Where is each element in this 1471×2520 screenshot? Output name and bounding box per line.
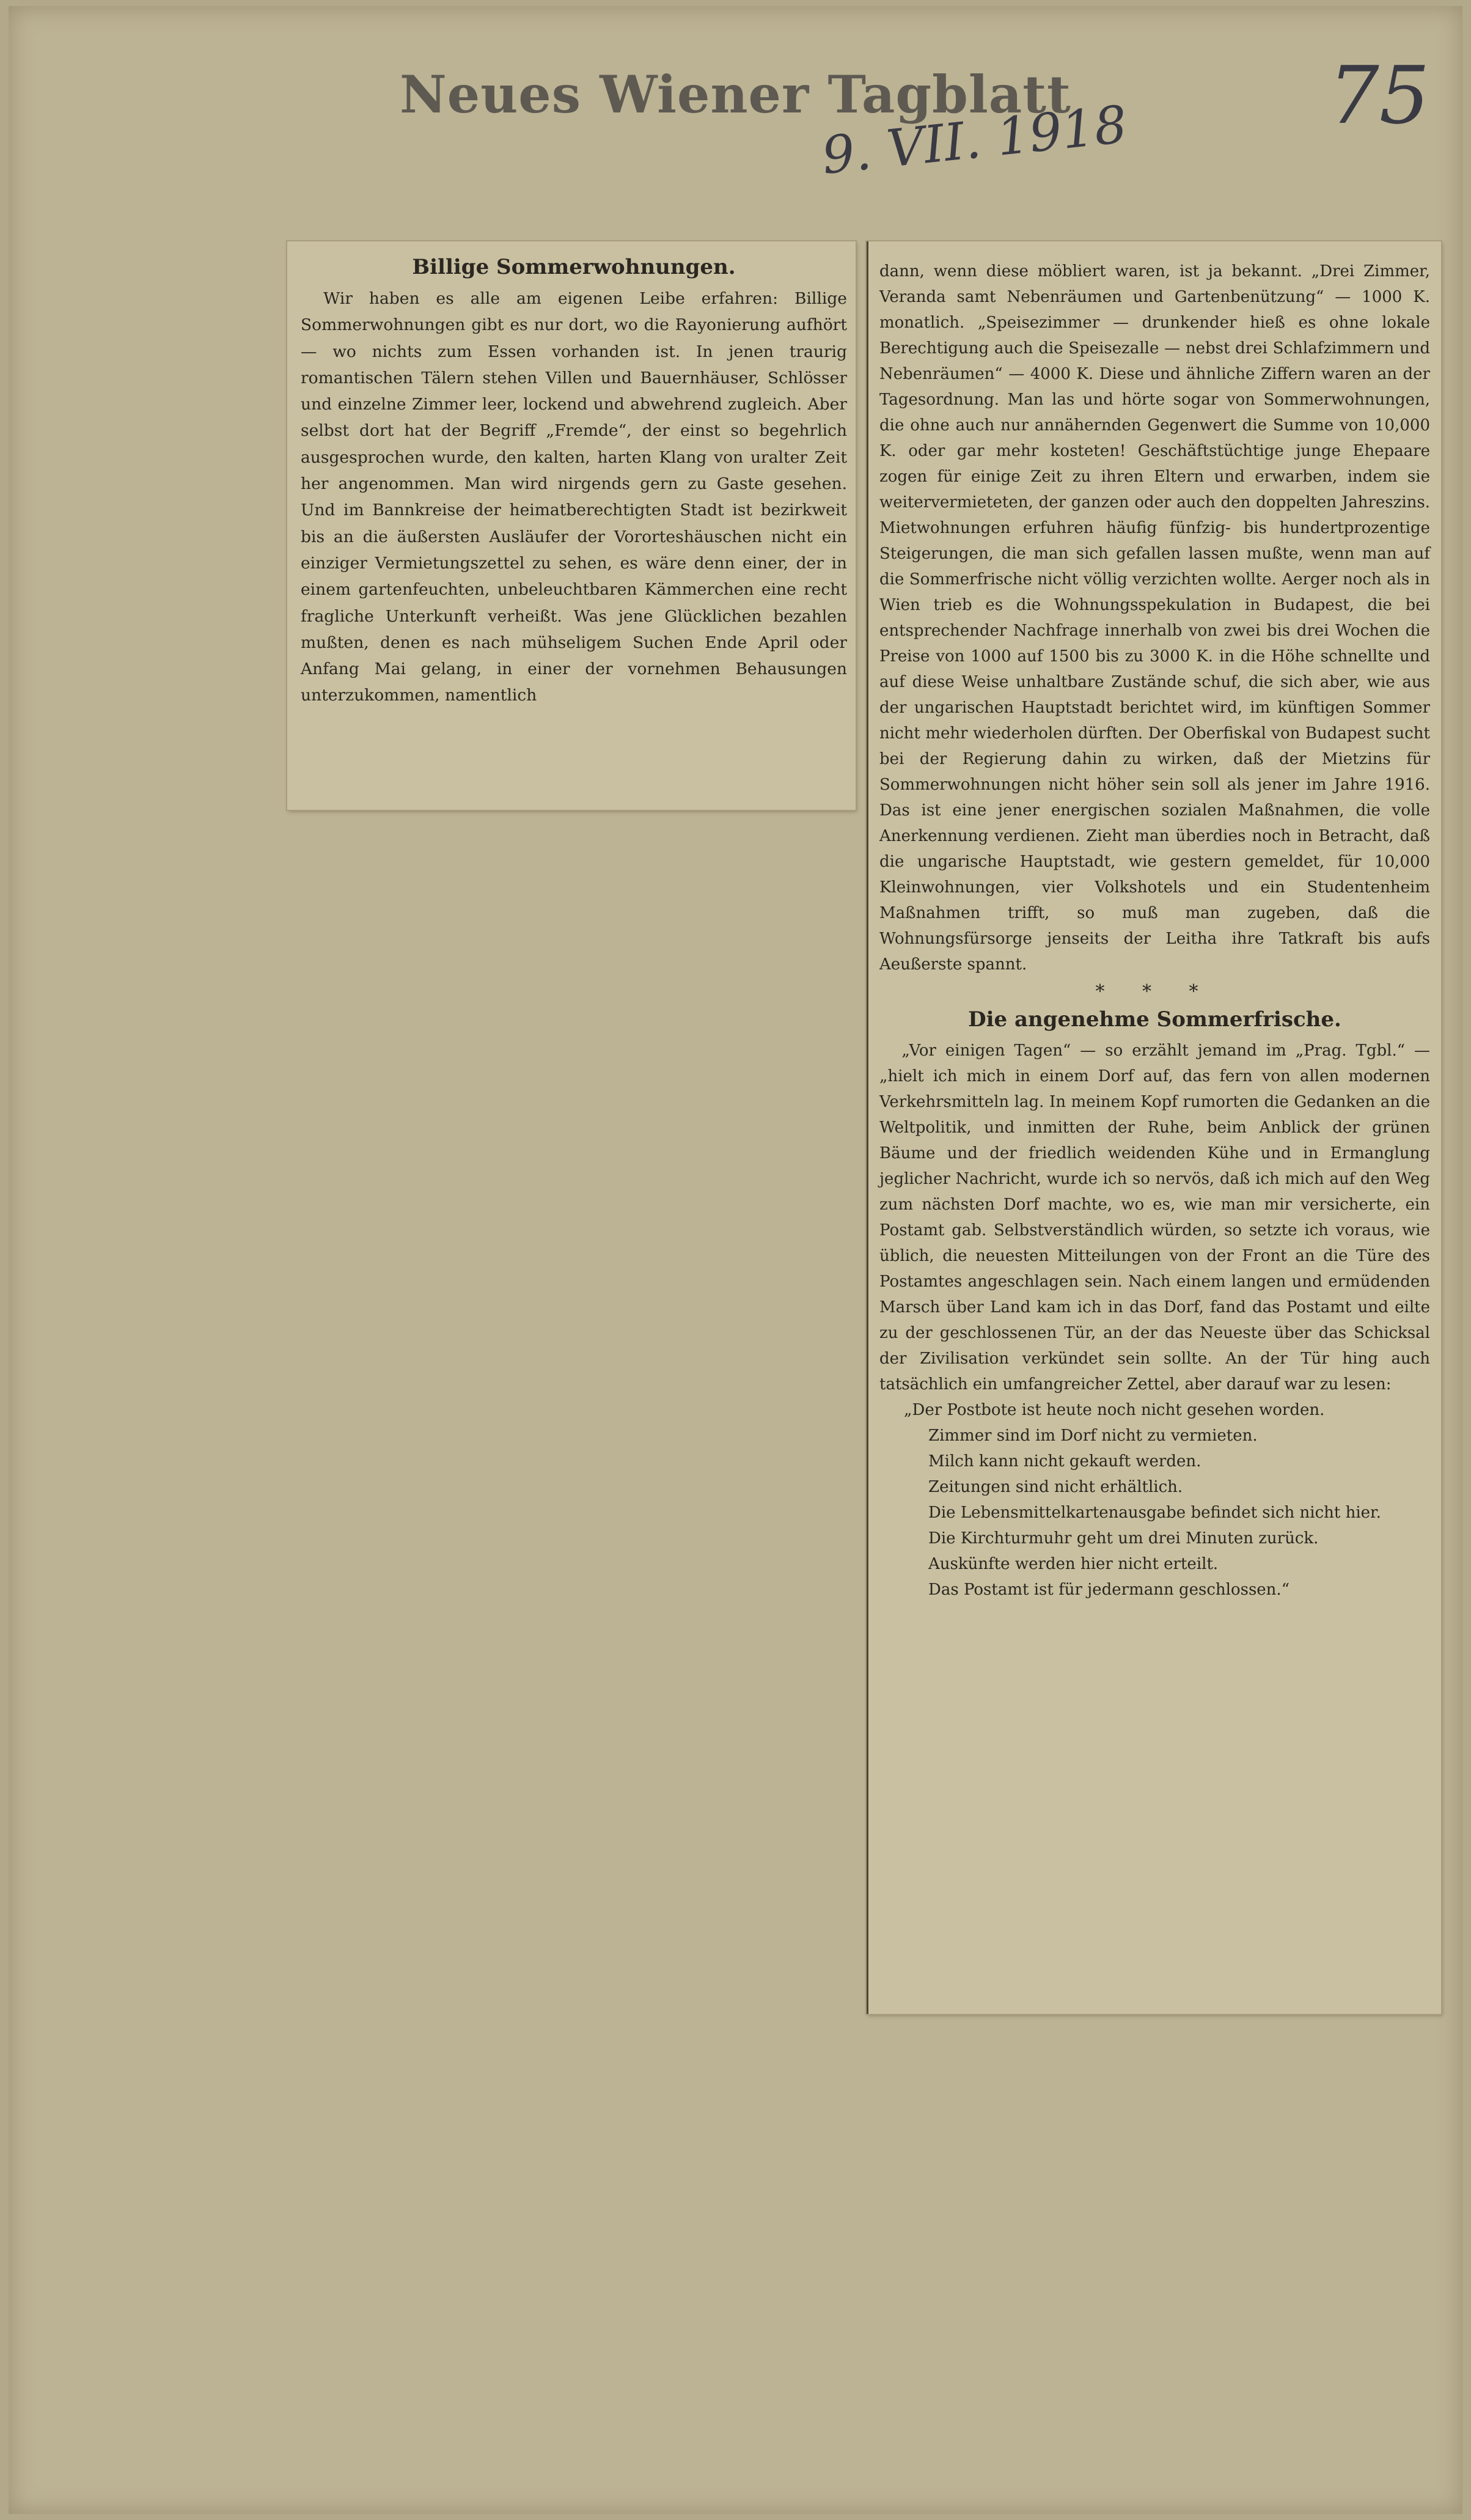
clipping-right	[867, 241, 1441, 2014]
article1-body: Wir haben es alle am eigenen Leibe erfahren: Billige Sommerwohnungen gibt es nur dort, wo die Rayonierung aufhört — wo nichts zum Essen vorhanden ist. In jenen traurig romantischen Tälern stehen Villen und Bauernhäuser, Schlösser und einzelne Zimmer leer, lockend und abwehrend zugleich. Aber selbst dort hat der Begriff „Fremde“, der einst so begehrlich ausgesprochen wurde, den kalten, harten Klang von uralter Zeit her angenommen. Man wird nirgends gern zu Gaste gesehen. Und im Bannkreise der heimatberechtigten Stadt ist bezirkweit bis an die äußersten Ausläufer der Vororteshäuschen nicht ein einziger Vermietungszettel zu sehen, es wäre denn einer, der in einem gartenfeuchten, unbeleuchtbaren Kämmerchen eine recht fragliche Unterkunft verheißt. Was jene Glücklichen bezahlen mußten, denen es nach mühseligem Suchen Ende April oder Anfang Mai gelang, in einer der vornehmen Behausungen unterzukommen, namentlich	[301, 289, 847, 705]
notice-line: Die Kirchturmuhr geht um drei Minuten zurück.	[928, 1529, 1319, 1548]
article1-continuation: dann, wenn diese möbliert waren, ist ja bekannt. „Drei Zimmer, Veranda samt Nebenräumen und Gartenbenützung“ — 1000 K. monatlich. „Speisezimmer — drunkender hieß es ohne lokale Berechtigung auch die Speisezalle — nebst drei Schlafzimmern und Nebenräumen“ — 4000 K. Diese und ähnliche Ziffern waren an der Tagesordnung. Man las und hörte sogar von Sommerwohnungen, die ohne auch nur annähernden Gegenwert die Summe von 10,000 K. oder gar mehr kosteten! Geschäftstüchtige junge Ehepaare zogen für einige Zeit zu ihren Eltern und erwarben, indem sie weitervermieteten, der ganzen oder auch den doppelten Jahreszins. Mietwohnungen erfuhren häufig fünfzig- bis hundertprozentige Steigerungen, die man sich gefallen lassen mußte, wenn man auf die Sommerfrische nicht völlig verzichten wollte. Aerger noch als in Wien trieb es die Wohnungsspekulation in Budapest, die bei entsprechender Nachfrage innerhalb von zwei bis drei Wochen die Preise von 1000 auf 1500 bis zu 3000 K. in die Höhe schnellte und auf diese Weise unhaltbare Zustände schuf, die sich aber, wie aus der ungarischen Hauptstadt berichtet wird, im künftigen Sommer nicht mehr wiederholen dürften. Der Oberfiskal von Budapest sucht bei der Regierung dahin zu wirken, daß der Mietzins für Sommerwohnungen nicht höher sein soll als jener im Jahre 1916. Das ist eine jener energischen sozialen Maßnahmen, die volle Anerkennung verdienen. Zieht man überdies noch in Betracht, daß die ungarische Hauptstadt, wie gestern gemeldet, für 10,000 Kleinwohnungen, vier Volkshotels und ein Studentenheim Maßnahmen trifft, so muß man zugeben, daß die Wohnungsfürsorge jenseits der Leitha ihre Tatkraft bis aufs Aeußerste spannt.	[879, 262, 1430, 974]
article1-title: Billige Sommerwohnungen.	[412, 255, 736, 279]
handwritten-page-number: 75	[1329, 49, 1430, 142]
notice-line: Milch kann nicht gekauft werden.	[928, 1452, 1201, 1471]
notice-line: Auskünfte werden hier nicht erteilt.	[928, 1555, 1219, 1573]
section-separator: * * *	[1095, 981, 1214, 1002]
clipping-left	[287, 241, 856, 810]
masthead: Neues Wiener Tagblatt	[400, 64, 1071, 125]
post-office-notice	[879, 1397, 1430, 1603]
notice-line: Zeitungen sind nicht erhältlich.	[928, 1478, 1183, 1496]
article2-title: Die angenehme Sommerfrische.	[968, 1007, 1341, 1032]
article2-body: „Vor einigen Tagen“ — so erzählt jemand im „Prag. Tgbl.“ — „hielt ich mich in einem Dorf auf, das fern von allen modernen Verkehrsmitteln lag. In meinem Kopf rumorten die Gedanken an die Weltpolitik, und inmitten der Ruhe, beim Anblick der grünen Bäume und der friedlich weidenden Kühe und in Ermanglung jeglicher Nachricht, wurde ich so nervös, daß ich mich auf den Weg zum nächsten Dorf machte, wo es, wie man mir versicherte, ein Postamt gab. Selbstverständlich würden, so setzte ich voraus, wie üblich, die neuesten Mitteilungen von der Front an die Türe des Postamtes angeschlagen sein. Nach einem langen und ermüdenden Marsch über Land kam ich in das Dorf, fand das Postamt und eilte zu der geschlossenen Tür, an der das Neueste über das Schicksal der Zivilisation verkündet sein sollte. An der Tür hing auch tatsächlich ein umfangreicher Zettel, aber darauf war zu lesen:	[879, 1041, 1430, 1394]
notice-line: Das Postamt ist für jedermann geschlossen.“	[928, 1581, 1289, 1599]
handwritten-date: 9. VII. 1918	[819, 94, 1130, 186]
notice-line: Zimmer sind im Dorf nicht zu vermieten.	[928, 1427, 1258, 1445]
notice-line: Die Lebensmittelkartenausgabe befindet sich nicht hier.	[928, 1504, 1381, 1522]
notice-line: „Der Postbote ist heute noch nicht gesehen worden.	[904, 1401, 1325, 1419]
